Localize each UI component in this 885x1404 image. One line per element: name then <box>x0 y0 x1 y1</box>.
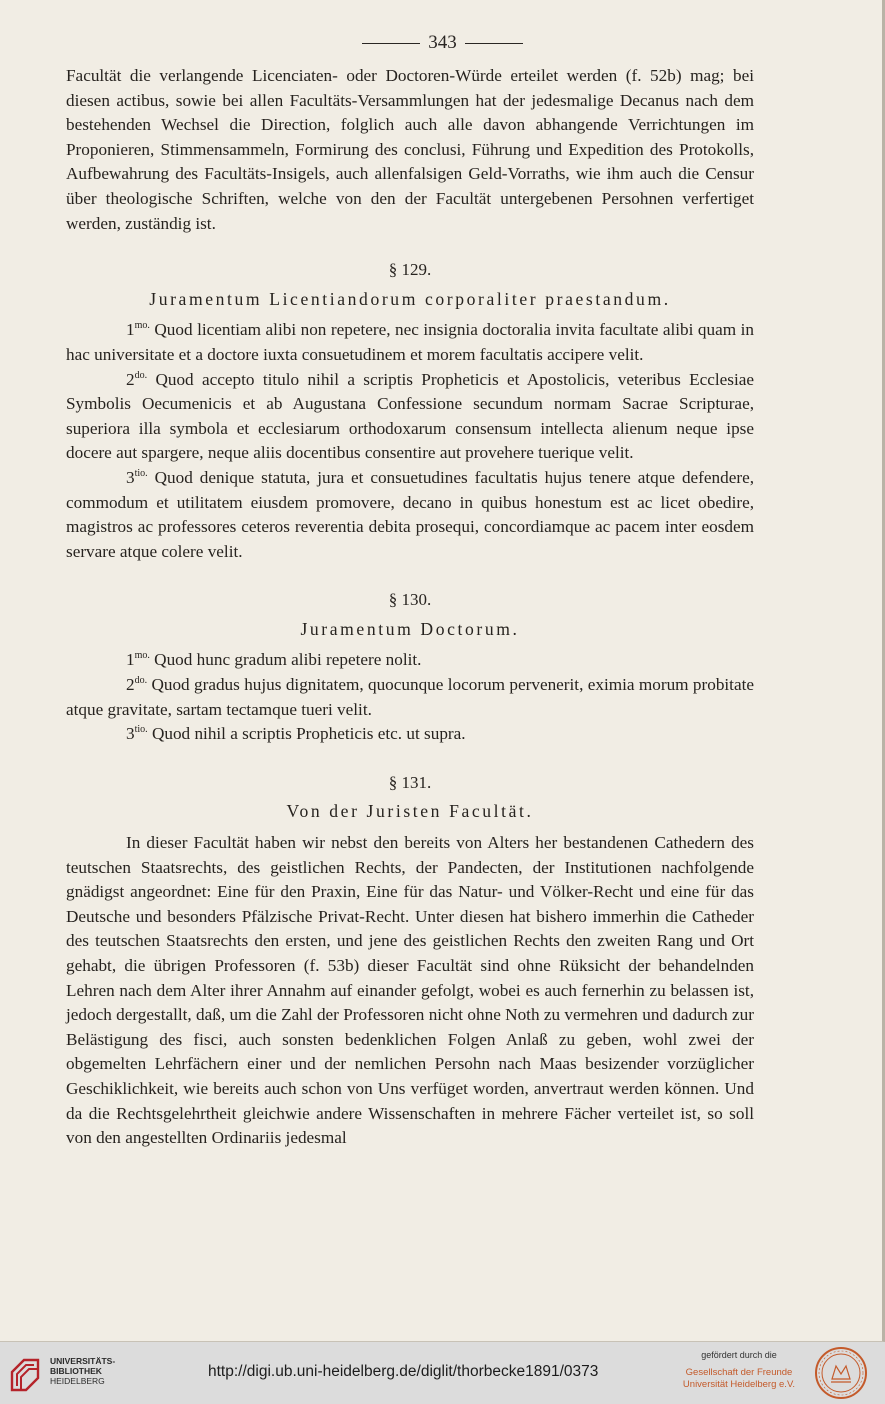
oath-item: $1^{mo.}$ Quod licentiam alibi non repetere, nec insignia doctoralia invita facultate alibi quam in hac universitate et a doctore iuxta consuetudinem et morem facultatis accipere velit. <box>66 320 754 364</box>
section-paragraph: In dieser Facultät haben wir nebst den bereits von Alters her bestandenen Cathedern des teutschen Staatsrechts, des geistlichen Rechts, der Pandecten, der Institutionen nachfolgende gnädigst angeordnet: Eine für den Praxin, Eine für das Natur- und Völker-Recht und eine für das Deutsche und besonders Pfälzische Privat-Recht. Unter diesen hat bishero immerhin die Catheder des teutschen Staatsrechts den ersten, und jene des geistlichen Rechts den zweiten Rang und Ort gehabt, die übrigen Professoren (f. 53b) dieser Facultät sind ohne Rüksicht der behandelnden Lehren nach dem Alter ihrer Annahm auf einander gefolgt, wobei es auch fernerhin zu belassen ist, jedoch dergestallt, daß, um die Zahl der Professoren nicht ohne Noth zu vermehren und dadurch zur Belästigung des fisci, auch sonsten bedenklichen Folgen Anlaß zu geben, wohl zwei der obgemelten Lehrfächern einer und der nemlichen Persohn nach Maas besizender vorzüglicher Geschiklichkeit, wie bereits auch schon von Uns verfüget worden, anvertraut werden können. Und da die Rechtsgelehrtheit gleichwie andere Wissenschaften in mehrere Fächer verteilet ist, so soll von den angestellten Ordinariis jedesmal <box>66 833 754 1148</box>
divider-left <box>362 43 420 44</box>
permalink-url[interactable]: http://digi.ub.uni-heidelberg.de/diglit/thorbecke1891/0373 <box>208 1363 599 1380</box>
section-heading: Juramentum Licentiandorum corporaliter praestandum. <box>149 288 671 309</box>
sponsor-label: gefördert durch die <box>701 1350 777 1360</box>
section-heading: Juramentum Doctorum. <box>300 618 520 639</box>
oath-item: $1^{mo.}$ Quod hunc gradum alibi repetere nolit. <box>126 650 422 670</box>
body-text <box>66 64 754 1151</box>
library-name: UNIVERSITÄTS- BIBLIOTHEK HEIDELBERG <box>50 1356 116 1386</box>
divider-right <box>465 43 523 44</box>
section-heading: Von der Juristen Facultät. <box>286 801 534 822</box>
sponsor-credit <box>668 1350 810 1391</box>
sponsor-name: Gesellschaft der Freunde Universität Heidelberg e.V. <box>682 1367 796 1390</box>
university-library-logo-icon <box>8 1350 44 1394</box>
section-129 <box>66 258 754 564</box>
page-number-line <box>0 32 885 54</box>
section-130 <box>66 588 754 747</box>
opening-paragraph: Facultät die verlangende Licenciaten- oder Doctoren-Würde erteilet werden (f. 52b) mag; bei diesen actibus, sowie bei allen Facultäts-Versammlungen hat der jedesmalige Decanus nach dem bestehenden Wechsel die Direction, folglich auch alle davon abhangende Verrichtungen im Proponieren, Stimmensammeln, Formirung des conclusi, Führung und Expedition des Protokolls, Aufbewahrung des Facultäts-Insigels, auch allenfalsigen Geld-Vorraths, wie ihm auch die Censur über theologische Schriften, welche von den der Facultät untergebenen Persohnen verfertiget werden, zuständig ist. <box>66 66 754 233</box>
university-seal-icon <box>814 1346 868 1400</box>
section-number: § 130. <box>388 590 432 610</box>
oath-item: $2^{do.}$ Quod gradus hujus dignitatem, quocunque locorum pervenerit, eximia morum probitate atque gravitate, sartam tectamque tueri velit. <box>66 675 754 719</box>
section-131 <box>66 771 754 1151</box>
viewer-footer <box>0 1342 885 1404</box>
oath-item: $3^{tio.}$ Quod nihil a scriptis Propheticis etc. ut supra. <box>126 724 466 744</box>
section-number: § 129. <box>388 260 432 280</box>
section-number: § 131. <box>388 772 432 792</box>
page-number: 343 <box>428 32 457 53</box>
oath-item: $3^{tio.}$ Quod denique statuta, jura et consuetudines facultatis hujus tenere atque defendere, commodum et utilitatem eiusdem promovere, decano in quibus honestum est ac licet obedire, magistros ac professores ceteros reverentia debita prosequi, concordiamque ac pacem inter eosdem servare atque colere velit. <box>66 467 754 561</box>
oath-item: $2^{do.}$ Quod accepto titulo nihil a scriptis Propheticis et Apostolicis, veteribus Ecclesiae Symbolis Oecumenicis et ab Augustana Confessione secundum normam Sacrae Scripturae, superiora illa symbola et ecclesiarum orthodoxarum consensum intellecta alienum neque ipse docere aut spargere, neque aliis docentibus consentire aut provehere tuerique velit. <box>66 369 754 463</box>
